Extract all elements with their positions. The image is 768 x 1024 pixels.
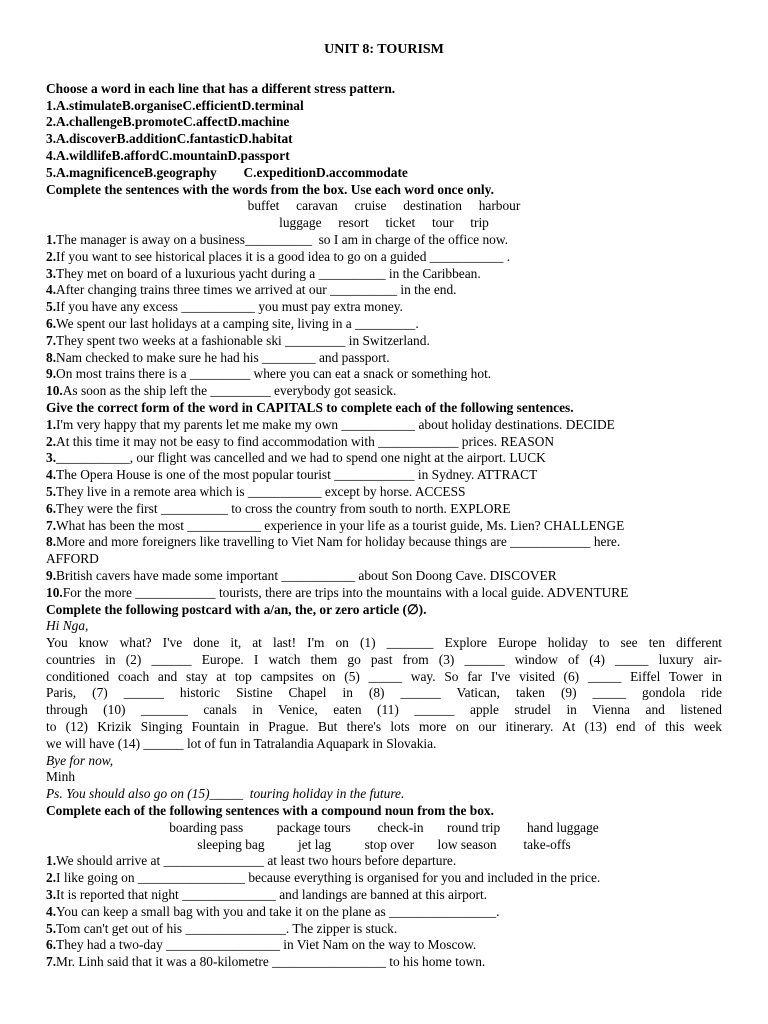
postcard-line: conditioned coach and stay at top campsites on (5) _____ way. So far I've visited (6) _____ Eiffel Tower in — [46, 668, 722, 684]
s2-item: 7.They spent two weeks at a fashionable ski _________ in Switzerland. — [46, 332, 430, 348]
item-number: 7. — [46, 332, 57, 348]
item-number: 7. — [46, 954, 57, 970]
section4-heading: Complete the following postcard with a/an, the, or zero article (∅). — [46, 601, 427, 617]
word-box-row-2: luggage resort ticket tour trip — [279, 215, 489, 231]
item-number: 3. — [46, 450, 57, 466]
s1-item-text: 4.A.wildlifeB.affordC.mountainD.passport — [46, 147, 290, 163]
item-number: 2. — [46, 870, 57, 886]
section1-heading: Choose a word in each line that has a different stress pattern. — [46, 80, 396, 96]
postcard-ps: Ps. You should also go on (15)_____ touring holiday in the future. — [46, 786, 405, 802]
item-number: 2. — [46, 433, 57, 449]
s2-item: 10.As soon as the ship left the _________ everybody got seasick. — [46, 383, 397, 399]
item-number: 9. — [46, 366, 57, 382]
postcard-line: You know what? I've done it, at last! I'm on (1) _______ Explore Europe holiday to see ten different — [46, 635, 722, 651]
s1-item-1 — [46, 98, 722, 115]
s1-item-text: 1.A.stimulateB.organiseC.efficientD.terminal — [46, 97, 304, 113]
s5-item: 1.We should arrive at _______________ at least two hours before departure. — [46, 853, 457, 869]
item-number: 10. — [46, 383, 63, 399]
compound-box-row-2: sleeping bag jet lag stop over low season take-offs — [197, 836, 571, 852]
item-number: 4. — [46, 282, 57, 298]
postcard-line: countries in (2) ______ Europe. I watch them go past from (3) ______ window of (4) _____ luxury air- — [46, 651, 722, 667]
s5-item: 4.You can keep a small bag with you and take it on the plane as ________________. — [46, 903, 500, 919]
item-number: 4. — [46, 467, 57, 483]
item-number: 3. — [46, 265, 57, 281]
item-number: 10. — [46, 584, 63, 600]
item-number: 5. — [46, 920, 57, 936]
word-box-row-1: buffet caravan cruise destination harbour — [247, 198, 521, 214]
item-number: 9. — [46, 567, 57, 583]
item-number: 8. — [46, 349, 57, 365]
s3-item: 4.The Opera House is one of the most popular tourist ____________ in Sydney. ATTRACT — [46, 467, 538, 483]
s1-item-5 — [46, 165, 722, 182]
item-number: 5. — [46, 299, 57, 315]
s2-item: 9.On most trains there is a _________ where you can eat a snack or something hot. — [46, 366, 492, 382]
item-number: 1. — [46, 416, 57, 432]
s3-item: 7.What has been the most ___________ experience in your life as a tourist guide, Ms. Lien? CHALLENGE — [46, 517, 625, 533]
postcard-signoff: Bye for now, — [46, 752, 114, 768]
s3-item: AFFORD — [46, 551, 99, 567]
s5-item: 2.I like going on ________________ because everything is organised for you and included in the price. — [46, 870, 601, 886]
item-number: 8. — [46, 534, 57, 550]
s2-item: 5.If you have any excess ___________ you must pay extra money. — [46, 299, 403, 315]
s2-item: 2.If you want to see historical places it is a good idea to go on a guided ___________ . — [46, 248, 511, 264]
item-number: 7. — [46, 517, 57, 533]
s2-item: 6.We spent our last holidays at a camping site, living in a _________. — [46, 315, 419, 331]
postcard-line: Paris, (7) ______ historic Sistine Chapel in (8) ______ Vatican, taken (9) _____ gondola ride — [46, 685, 722, 701]
item-number: 3. — [46, 887, 57, 903]
compound-box-row-1: boarding pass package tours check-in round trip hand luggage — [169, 819, 599, 835]
s3-item: 1.I'm very happy that my parents let me make my own ___________ about holiday destinations. DECIDE — [46, 416, 615, 432]
s1-item-text: 3.A.discoverB.additionC.fantasticD.habitat — [46, 131, 293, 147]
s5-item: 3.It is reported that night ______________ and landings are banned at this airport. — [46, 887, 488, 903]
item-number: 2. — [46, 248, 57, 264]
s2-item: 1.The manager is away on a business__________ so I am in charge of the office now. — [46, 231, 508, 247]
s3-item: 9.British cavers have made some important ___________ about Son Doong Cave. DISCOVER — [46, 567, 557, 583]
s3-item: 10.For the more ____________ tourists, there are trips into the mountains with a local guide. ADVENTURE — [46, 584, 629, 600]
page-title: UNIT 8: TOURISM — [324, 42, 444, 57]
item-number: 4. — [46, 903, 57, 919]
postcard-line: through (10) _______ canals in Venice, eaten (11) ______ apple strudel in Vienna and listened — [46, 702, 722, 718]
s1-item-2 — [46, 114, 722, 131]
s5-item: 5.Tom can't get out of his _______________. The zipper is stuck. — [46, 920, 398, 936]
item-number: 1. — [46, 231, 57, 247]
s3-item: 8.More and more foreigners like travelling to Viet Nam for holiday because things are ____________ here. — [46, 534, 621, 550]
item-number: 5. — [46, 483, 57, 499]
s3-item: 5.They live in a remote area which is ___________ except by horse. ACCESS — [46, 483, 466, 499]
s3-item: 6.They were the first __________ to cross the country from south to north. EXPLORE — [46, 500, 511, 516]
postcard-line-last: we will have (14) ______ lot of fun in Tatralandia Aquapark in Slovakia. — [46, 735, 437, 751]
section2-heading: Complete the sentences with the words from the box. Use each word once only. — [46, 181, 494, 197]
s2-item: 8.Nam checked to make sure he had his ________ and passport. — [46, 349, 390, 365]
s1-item-text: 2.A.challengeB.promoteC.affectD.machine — [46, 114, 290, 130]
s5-item: 7.Mr. Linh said that it was a 80-kilometre _________________ to his home town. — [46, 954, 486, 970]
item-number: 6. — [46, 937, 57, 953]
s2-item: 4.After changing trains three times we arrived at our __________ in the end. — [46, 282, 457, 298]
s1-item-3 — [46, 131, 722, 148]
s3-item: 2.At this time it may not be easy to find accommodation with ____________ prices. REASON — [46, 433, 555, 449]
postcard-greeting: Hi Nga, — [46, 618, 89, 634]
item-number: 1. — [46, 853, 57, 869]
item-number: 6. — [46, 315, 57, 331]
postcard-signature: Minh — [46, 769, 76, 785]
section5-heading: Complete each of the following sentences with a compound noun from the box. — [46, 803, 494, 819]
postcard-line: to (12) Krizik Singing Fountain in Prague. But there's lots more on our itinerary. At (13) end of this week — [46, 719, 722, 735]
s3-item: 3.___________, our flight was cancelled and we had to spend one night at the airport. LUCK — [46, 450, 546, 466]
s2-item: 3.They met on board of a luxurious yacht during a __________ in the Caribbean. — [46, 265, 481, 281]
s1-item-4 — [46, 148, 722, 165]
section3-heading: Give the correct form of the word in CAPITALS to complete each of the following sentences. — [46, 399, 574, 415]
s1-item-text: 5.A.magnificenceB.geography C.expeditionD.accommodate — [46, 164, 408, 180]
s5-item: 6.They had a two-day _________________ in Viet Nam on the way to Moscow. — [46, 937, 477, 953]
item-number: 6. — [46, 500, 57, 516]
